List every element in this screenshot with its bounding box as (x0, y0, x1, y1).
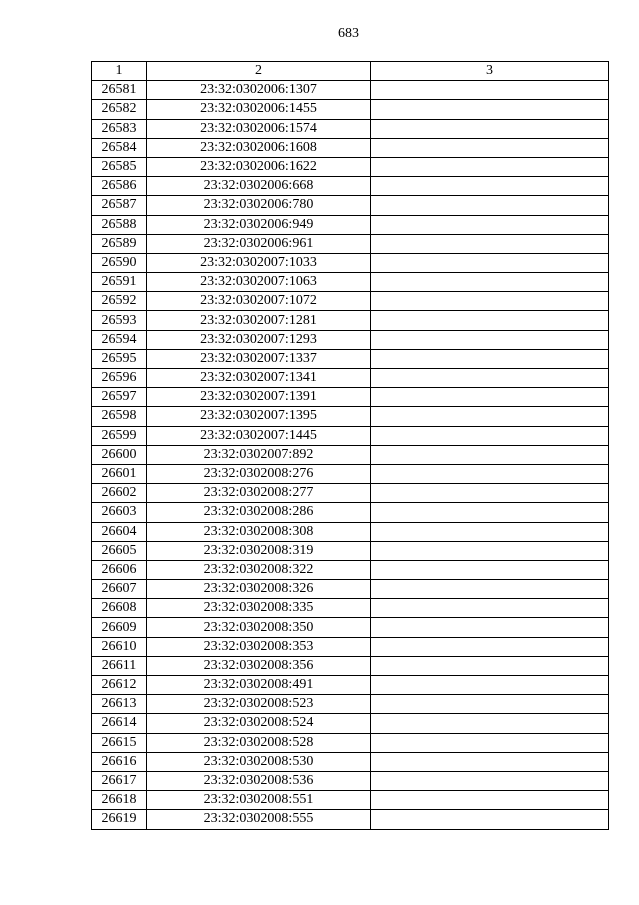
row-number-cell: 26582 (92, 100, 147, 119)
cadastral-number-cell: 23:32:0302008:308 (147, 522, 371, 541)
row-number-cell: 26596 (92, 369, 147, 388)
table-row (92, 311, 609, 330)
cadastral-number-cell: 23:32:0302006:1622 (147, 157, 371, 176)
table-row (92, 253, 609, 272)
note-cell (371, 771, 609, 790)
cadastral-number-cell: 23:32:0302007:1293 (147, 330, 371, 349)
cadastral-number-cell: 23:32:0302007:1341 (147, 369, 371, 388)
cadastral-number-cell: 23:32:0302008:356 (147, 656, 371, 675)
table-row (92, 791, 609, 810)
table-row (92, 81, 609, 100)
cadastral-number-cell: 23:32:0302008:326 (147, 580, 371, 599)
table-header-row (92, 62, 609, 81)
row-number-cell: 26595 (92, 349, 147, 368)
cadastral-number-cell: 23:32:0302008:277 (147, 484, 371, 503)
row-number-cell: 26617 (92, 771, 147, 790)
cadastral-number-cell: 23:32:0302006:961 (147, 234, 371, 253)
table-row (92, 618, 609, 637)
table-row (92, 503, 609, 522)
row-number-cell: 26609 (92, 618, 147, 637)
note-cell (371, 695, 609, 714)
cadastral-number-cell: 23:32:0302006:949 (147, 215, 371, 234)
column-header-2: 2 (147, 62, 371, 81)
row-number-cell: 26612 (92, 676, 147, 695)
note-cell (371, 580, 609, 599)
row-number-cell: 26585 (92, 157, 147, 176)
row-number-cell: 26598 (92, 407, 147, 426)
row-number-cell: 26586 (92, 177, 147, 196)
note-cell (371, 560, 609, 579)
row-number-cell: 26599 (92, 426, 147, 445)
row-number-cell: 26619 (92, 810, 147, 829)
row-number-cell: 26618 (92, 791, 147, 810)
table-row (92, 580, 609, 599)
row-number-cell: 26594 (92, 330, 147, 349)
row-number-cell: 26613 (92, 695, 147, 714)
cadastral-number-cell: 23:32:0302008:528 (147, 733, 371, 752)
row-number-cell: 26601 (92, 464, 147, 483)
note-cell (371, 522, 609, 541)
table-row (92, 119, 609, 138)
table-row (92, 426, 609, 445)
cadastral-number-cell: 23:32:0302008:551 (147, 791, 371, 810)
note-cell (371, 464, 609, 483)
cadastral-number-cell: 23:32:0302008:350 (147, 618, 371, 637)
note-cell (371, 177, 609, 196)
note-cell (371, 119, 609, 138)
table-row (92, 695, 609, 714)
table-row (92, 407, 609, 426)
row-number-cell: 26604 (92, 522, 147, 541)
table-row (92, 445, 609, 464)
table-row (92, 100, 609, 119)
table-row (92, 714, 609, 733)
row-number-cell: 26592 (92, 292, 147, 311)
page-number: 683 (338, 26, 359, 41)
row-number-cell: 26581 (92, 81, 147, 100)
table-row (92, 560, 609, 579)
note-cell (371, 791, 609, 810)
note-cell (371, 234, 609, 253)
note-cell (371, 810, 609, 829)
row-number-cell: 26605 (92, 541, 147, 560)
note-cell (371, 445, 609, 464)
note-cell (371, 426, 609, 445)
note-cell (371, 541, 609, 560)
column-header-3: 3 (371, 62, 609, 81)
row-number-cell: 26607 (92, 580, 147, 599)
cadastral-number-cell: 23:32:0302008:536 (147, 771, 371, 790)
row-number-cell: 26600 (92, 445, 147, 464)
cadastral-number-cell: 23:32:0302006:1574 (147, 119, 371, 138)
column-header-1: 1 (92, 62, 147, 81)
note-cell (371, 503, 609, 522)
cadastral-number-cell: 23:32:0302008:523 (147, 695, 371, 714)
note-cell (371, 618, 609, 637)
row-number-cell: 26591 (92, 273, 147, 292)
note-cell (371, 752, 609, 771)
note-cell (371, 599, 609, 618)
cadastral-number-cell: 23:32:0302008:555 (147, 810, 371, 829)
row-number-cell: 26608 (92, 599, 147, 618)
cadastral-number-cell: 23:32:0302008:491 (147, 676, 371, 695)
row-number-cell: 26611 (92, 656, 147, 675)
row-number-cell: 26590 (92, 253, 147, 272)
note-cell (371, 138, 609, 157)
note-cell (371, 330, 609, 349)
table-row (92, 676, 609, 695)
cadastral-number-cell: 23:32:0302008:286 (147, 503, 371, 522)
row-number-cell: 26614 (92, 714, 147, 733)
cadastral-number-cell: 23:32:0302006:668 (147, 177, 371, 196)
note-cell (371, 637, 609, 656)
row-number-cell: 26610 (92, 637, 147, 656)
note-cell (371, 253, 609, 272)
note-cell (371, 215, 609, 234)
cadastral-number-cell: 23:32:0302007:1337 (147, 349, 371, 368)
note-cell (371, 676, 609, 695)
table-body (92, 81, 609, 829)
cadastral-number-cell: 23:32:0302007:892 (147, 445, 371, 464)
row-number-cell: 26588 (92, 215, 147, 234)
table-row (92, 215, 609, 234)
cadastral-number-cell: 23:32:0302006:1455 (147, 100, 371, 119)
table-row (92, 138, 609, 157)
note-cell (371, 349, 609, 368)
cadastral-table (91, 61, 609, 830)
cadastral-number-cell: 23:32:0302006:1608 (147, 138, 371, 157)
table-row (92, 292, 609, 311)
cadastral-number-cell: 23:32:0302007:1063 (147, 273, 371, 292)
cadastral-number-cell: 23:32:0302007:1445 (147, 426, 371, 445)
row-number-cell: 26603 (92, 503, 147, 522)
cadastral-number-cell: 23:32:0302008:524 (147, 714, 371, 733)
cadastral-number-cell: 23:32:0302007:1072 (147, 292, 371, 311)
note-cell (371, 273, 609, 292)
note-cell (371, 656, 609, 675)
table-row (92, 273, 609, 292)
cadastral-number-cell: 23:32:0302008:335 (147, 599, 371, 618)
table-row (92, 771, 609, 790)
note-cell (371, 157, 609, 176)
table-row (92, 484, 609, 503)
note-cell (371, 81, 609, 100)
table-row (92, 388, 609, 407)
cadastral-number-cell: 23:32:0302008:319 (147, 541, 371, 560)
cadastral-number-cell: 23:32:0302006:1307 (147, 81, 371, 100)
table-row (92, 752, 609, 771)
table-row (92, 656, 609, 675)
table-row (92, 810, 609, 829)
note-cell (371, 292, 609, 311)
table-row (92, 599, 609, 618)
row-number-cell: 26593 (92, 311, 147, 330)
cadastral-number-cell: 23:32:0302008:322 (147, 560, 371, 579)
row-number-cell: 26583 (92, 119, 147, 138)
cadastral-number-cell: 23:32:0302007:1033 (147, 253, 371, 272)
cadastral-number-cell: 23:32:0302008:530 (147, 752, 371, 771)
table-row (92, 637, 609, 656)
cadastral-number-cell: 23:32:0302007:1395 (147, 407, 371, 426)
note-cell (371, 733, 609, 752)
note-cell (371, 311, 609, 330)
cadastral-number-cell: 23:32:0302007:1391 (147, 388, 371, 407)
row-number-cell: 26597 (92, 388, 147, 407)
table-row (92, 733, 609, 752)
table-row (92, 330, 609, 349)
table-row (92, 177, 609, 196)
row-number-cell: 26615 (92, 733, 147, 752)
table-row (92, 349, 609, 368)
table-row (92, 464, 609, 483)
table-row (92, 196, 609, 215)
row-number-cell: 26606 (92, 560, 147, 579)
note-cell (371, 100, 609, 119)
table-row (92, 369, 609, 388)
row-number-cell: 26589 (92, 234, 147, 253)
row-number-cell: 26602 (92, 484, 147, 503)
table-row (92, 157, 609, 176)
row-number-cell: 26587 (92, 196, 147, 215)
note-cell (371, 407, 609, 426)
cadastral-number-cell: 23:32:0302008:276 (147, 464, 371, 483)
cadastral-number-cell: 23:32:0302006:780 (147, 196, 371, 215)
note-cell (371, 388, 609, 407)
table-row (92, 234, 609, 253)
cadastral-number-cell: 23:32:0302008:353 (147, 637, 371, 656)
note-cell (371, 714, 609, 733)
cadastral-number-cell: 23:32:0302007:1281 (147, 311, 371, 330)
note-cell (371, 484, 609, 503)
note-cell (371, 369, 609, 388)
table-row (92, 522, 609, 541)
note-cell (371, 196, 609, 215)
row-number-cell: 26616 (92, 752, 147, 771)
table-row (92, 541, 609, 560)
row-number-cell: 26584 (92, 138, 147, 157)
